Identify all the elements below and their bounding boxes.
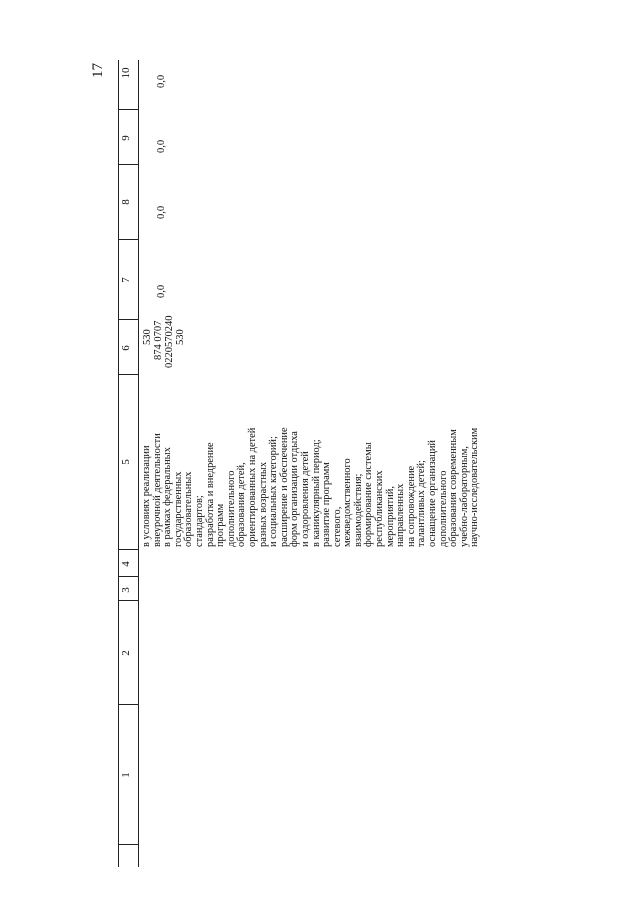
description-line: межведомственного <box>342 458 354 547</box>
column-header-3: 3 <box>120 587 132 593</box>
col-sep <box>118 704 138 705</box>
column-header-6: 6 <box>120 345 132 351</box>
description-line: форм организации отдыха <box>289 431 301 547</box>
description-line: дополнительного <box>225 470 237 547</box>
description-line: оснащение организаций <box>427 440 439 547</box>
value-col7: 0,0 <box>156 284 167 298</box>
value-col8: 0,0 <box>156 205 167 219</box>
description-line: разработка и внедрение <box>204 442 216 547</box>
value-col10: 0,0 <box>156 74 167 88</box>
column-header-8: 8 <box>120 199 132 205</box>
column-header-5: 5 <box>120 459 132 465</box>
header-row-divider <box>138 60 139 867</box>
description-line: в каникулярный период; <box>310 439 322 547</box>
column-header-4: 4 <box>120 561 132 567</box>
col-sep <box>118 239 138 240</box>
column-header-10: 10 <box>120 67 132 79</box>
description-line: в рамках федеральных <box>162 447 174 547</box>
description-line: направленных <box>395 483 407 547</box>
budget-code-3: 0220570240 <box>164 315 175 368</box>
description-line: и оздоровления детей <box>299 451 311 547</box>
description-line: мероприятий, <box>384 486 396 547</box>
col-sep <box>118 109 138 110</box>
page-number: 17 <box>90 63 106 78</box>
description-line: формирование системы <box>363 442 375 547</box>
budget-code-2: 874 0707 <box>153 320 164 360</box>
column-header-2: 2 <box>120 650 132 656</box>
column-header-7: 7 <box>120 277 132 283</box>
description-line: научно-исследовательским <box>469 427 481 547</box>
measure-description <box>142 377 481 547</box>
description-line: сетевого, <box>331 506 343 547</box>
table-border-left <box>118 60 119 867</box>
description-line: развитие программ <box>321 462 333 547</box>
description-line: республиканских <box>374 470 386 547</box>
description-line: разных возрастных <box>257 461 269 547</box>
description-line: образовательных <box>183 471 195 547</box>
column-header-1: 1 <box>120 772 132 778</box>
description-line: талантливых детей; <box>416 460 428 547</box>
col-sep <box>118 374 138 375</box>
description-line: в условиях реализации <box>141 445 152 547</box>
budget-code-1: 530 <box>142 329 153 345</box>
description-line: расширение и обеспечение <box>278 427 290 547</box>
description-line: программ <box>215 503 227 547</box>
description-line: внеурочной деятельности <box>151 433 163 547</box>
description-line: и социальных категорий; <box>268 436 280 547</box>
value-col9: 0,0 <box>156 139 167 153</box>
description-line: на сопровождение <box>405 465 417 547</box>
description-line: стандартов; <box>193 495 205 547</box>
description-line: дополнительного <box>437 470 449 547</box>
description-line: учебно-лабораторным, <box>458 446 470 547</box>
budget-code-4: 530 <box>175 329 186 345</box>
description-line: взаимодействия; <box>352 473 364 547</box>
description-line: образования детей, <box>236 462 248 547</box>
budget-table <box>118 0 638 905</box>
description-line: образования современным <box>448 429 460 547</box>
column-header-9: 9 <box>120 135 132 141</box>
description-line: государственных <box>172 471 184 547</box>
col-sep <box>118 319 138 320</box>
col-sep <box>118 844 138 845</box>
description-line: ориентированных на детей <box>246 427 258 547</box>
col-sep <box>118 164 138 165</box>
